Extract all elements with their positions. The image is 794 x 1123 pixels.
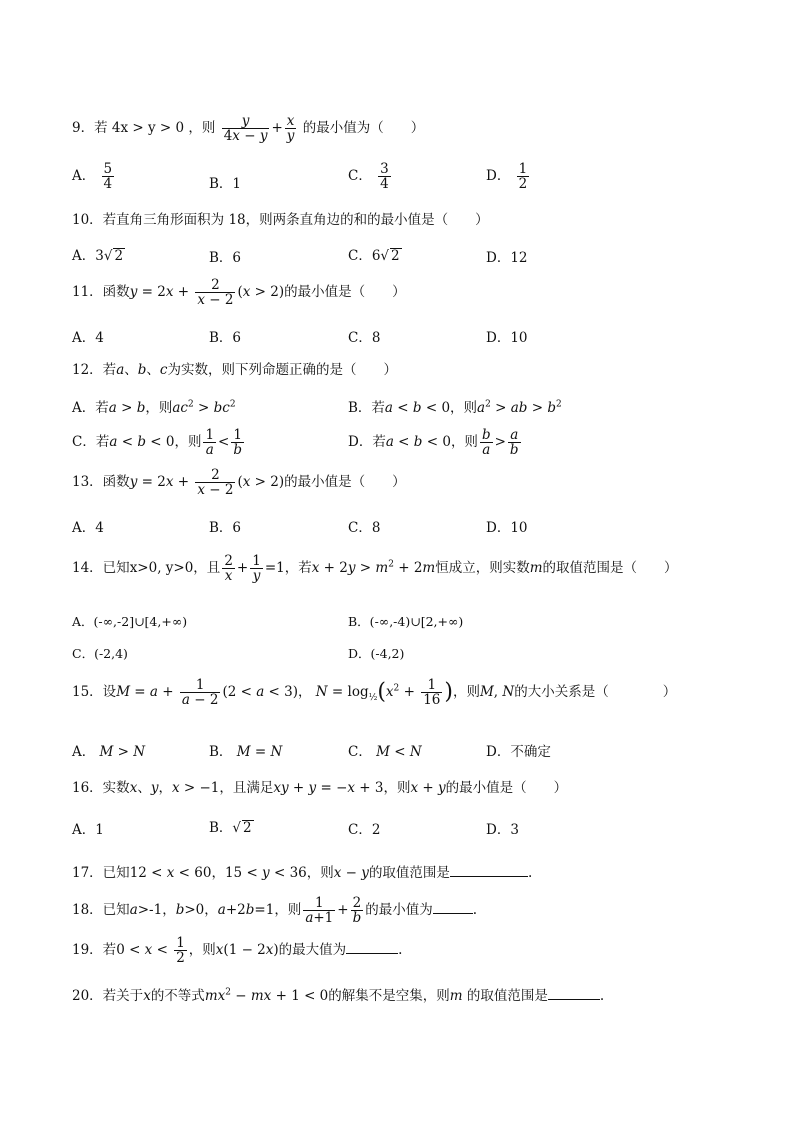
q18-answer-blank[interactable] <box>433 901 473 914</box>
question-18: 18．已知a>-1，b>0，a+2b=1，则 $\frac{1}{a+1}$ + $\frac{2}{b}$ 的最小值为 . <box>72 895 478 927</box>
question-13: 13．函数y = 2x + $\frac{2}{x - 2}$ (x > 2)的最小值是（ ） <box>72 467 406 499</box>
q14-option-b[interactable]: B．(-∞,-4)∪[2,+∞) <box>348 614 464 629</box>
q14-option-a[interactable]: A．(-∞,-2]∪[4,+∞) <box>72 614 188 629</box>
question-14: 14．已知x>0, y>0，且 $\frac{2}{x}$ + $\frac{1}{y}$ =1，若$x + 2y > m^2 + 2m$恒成立，则实数m的取值范围是（ ） <box>72 553 678 585</box>
q12-option-b[interactable]: B．若a < b < 0，则$a^2$ > ab > $b^2$ <box>348 399 562 416</box>
q12-option-a[interactable]: A．若a > b，则$ac^2 > bc^2$ <box>72 399 236 416</box>
q9-tail: 的最小值为（ ） <box>302 120 425 137</box>
q9-option-b[interactable]: B．1 <box>209 176 242 192</box>
q16-option-b[interactable]: B．√ 2 <box>209 820 252 836</box>
q14-option-d[interactable]: D．(-4,2) <box>348 646 405 661</box>
question-19: 19．若0 < x < $\frac{1}{2}$ ，则x(1 − 2x)的最大值为 . <box>72 935 403 967</box>
q13-option-d[interactable]: D．10 <box>486 520 528 536</box>
q9-option-c[interactable]: C． $\frac{3}{4}$ <box>348 161 389 193</box>
q17-answer-blank[interactable] <box>450 864 528 877</box>
q14-option-c[interactable]: C．(-2,4) <box>72 646 128 661</box>
q11-option-d[interactable]: D．10 <box>486 330 528 346</box>
q13-option-c[interactable]: C．8 <box>348 520 381 536</box>
q15-option-b[interactable]: B． M = N <box>209 744 283 760</box>
q13-option-b[interactable]: B．6 <box>209 520 242 536</box>
question-16: 16．实数x、y，x > −1，且满足xy + y = −x + 3，则x + y的最小值是（ ） <box>72 780 568 796</box>
q9-option-a[interactable]: A． $\frac{5}{4}$ <box>72 161 113 193</box>
q9-label: 9．若 <box>72 120 108 137</box>
q9-fraction-2: $\frac{x}{y}$ <box>286 113 295 145</box>
q10-option-d[interactable]: D．12 <box>486 250 528 266</box>
q12-option-c[interactable]: C．若a < b < 0，则 $\frac{1}{a}$ < $\frac{1}{b}$ <box>72 427 243 459</box>
q15-option-c[interactable]: C． M < N <box>348 744 422 760</box>
q16-option-d[interactable]: D．3 <box>486 822 519 838</box>
q11-option-c[interactable]: C．8 <box>348 330 381 346</box>
q9-fraction-1: $\frac{y}{4x - y}$ <box>223 113 268 145</box>
q15-option-d[interactable]: D．不确定 <box>486 744 551 760</box>
question-12: 12．若a、b、c为实数，则下列命题正确的是（ ） <box>72 362 397 378</box>
question-15: 15．设M = a + $\frac{1}{a - 2}$ (2 < a < 3)， $N = \log_{\frac{1}{2}}(x^2$ + $\frac{1}{16}$ )，则M, N的大小关系是（ ） <box>72 677 677 709</box>
q11-option-a[interactable]: A．4 <box>72 330 104 346</box>
q15-option-a[interactable]: A． M > N <box>72 744 146 760</box>
q19-answer-blank[interactable] <box>346 941 398 954</box>
question-10: 10．若直角三角形面积为 18，则两条直角边的和的最小值是（ ） <box>72 212 489 228</box>
question-9: 9．若 4x > y > 0 ，则 $\frac{y}{4x - y}$ + $\frac{x}{y}$ 的最小值为（ ） <box>72 113 425 145</box>
q12-option-d[interactable]: D．若a < b < 0，则 $\frac{b}{a}$ > $\frac{a}{b}$ <box>348 427 519 459</box>
question-20: 20．若关于x的不等式$mx^2$ − mx + 1 < 0的解集不是空集，则m 的取值范围是 . <box>72 987 605 1004</box>
q9-then: ，则 <box>188 120 216 137</box>
q11-option-b[interactable]: B．6 <box>209 330 242 346</box>
q9-condition: 4x > y > 0 <box>111 120 185 137</box>
q20-answer-blank[interactable] <box>548 987 600 1000</box>
question-11: 11．函数y = 2x + $\frac{2}{x - 2}$ (x > 2)的最小值是（ ） <box>72 277 406 309</box>
q10-option-b[interactable]: B．6 <box>209 250 242 266</box>
q10-option-a[interactable]: A．3√ 2 <box>72 248 124 264</box>
question-17: 17．已知12 < x < 60，15 < y < 36，则x − y的取值范围是 . <box>72 865 533 881</box>
q13-option-a[interactable]: A．4 <box>72 520 104 536</box>
q16-option-a[interactable]: A．1 <box>72 822 104 838</box>
q10-option-c[interactable]: C．6√ 2 <box>348 248 400 264</box>
q16-option-c[interactable]: C．2 <box>348 822 381 838</box>
q9-option-d[interactable]: D． $\frac{1}{2}$ <box>486 161 528 193</box>
